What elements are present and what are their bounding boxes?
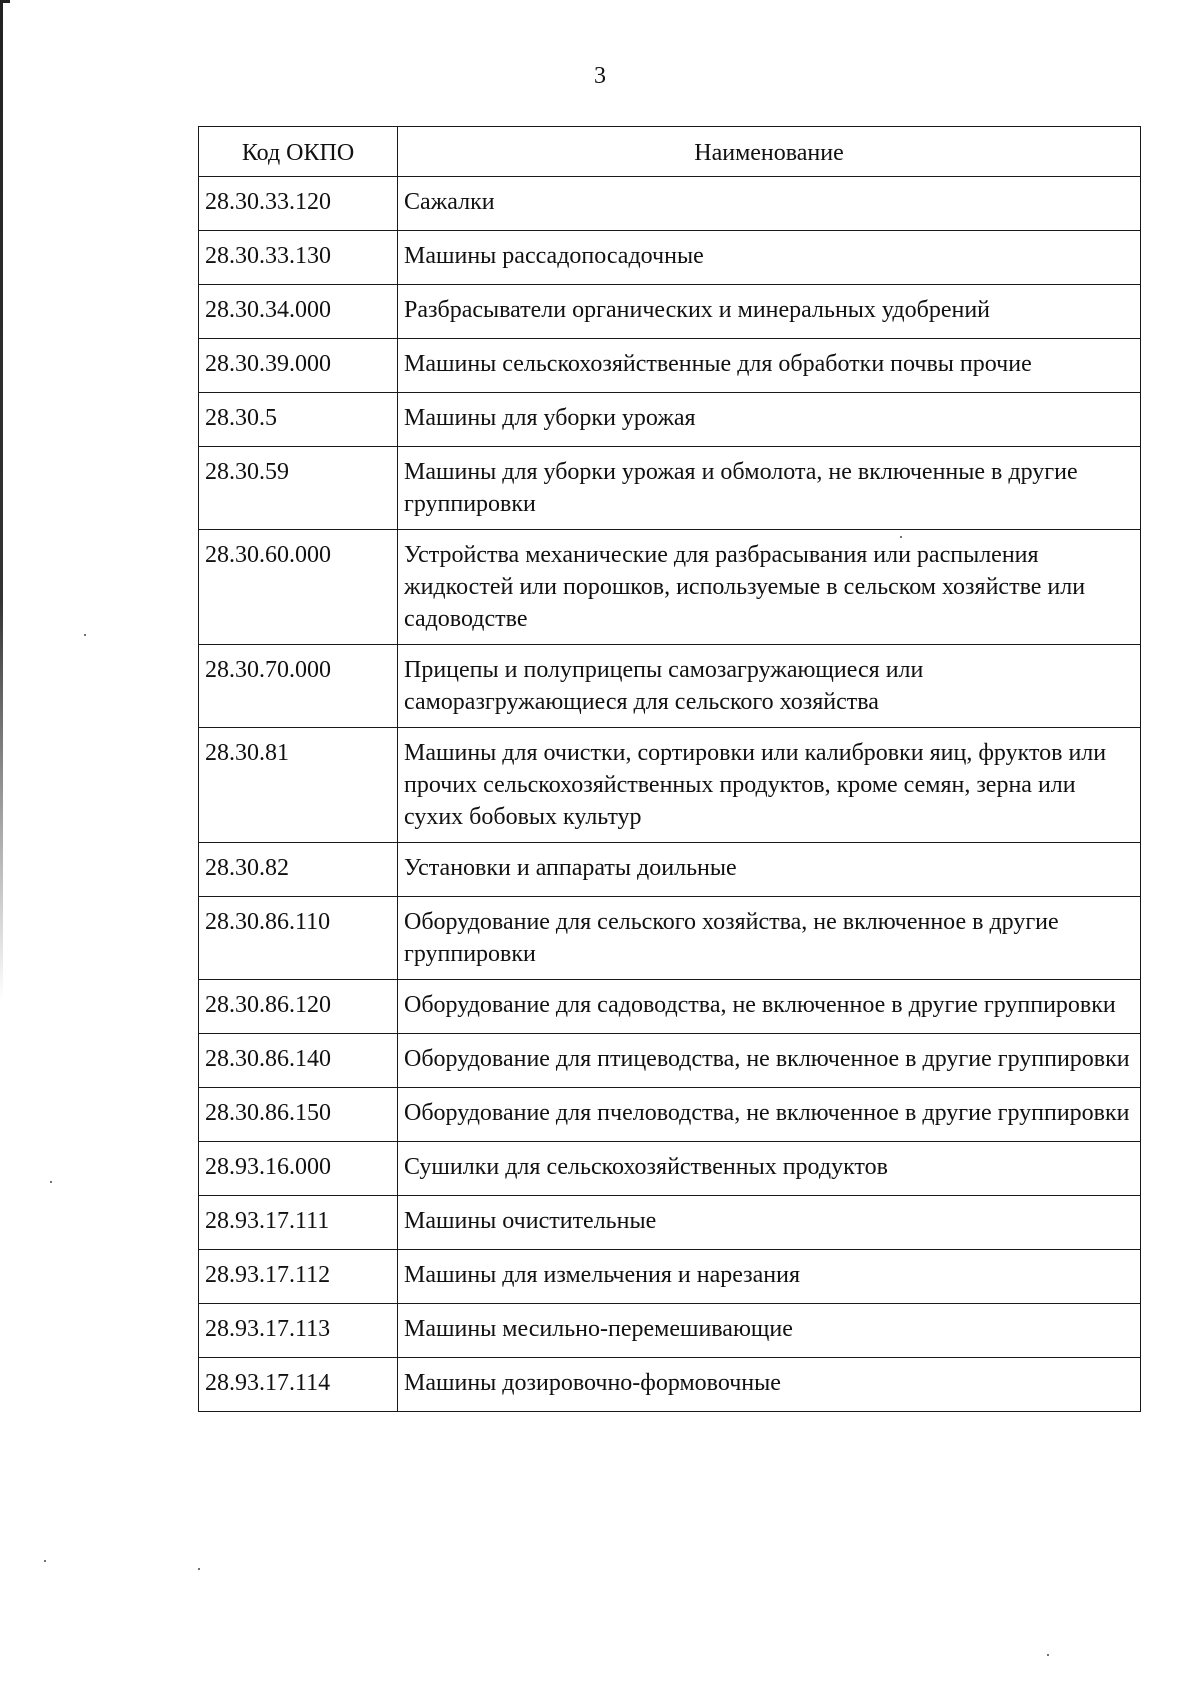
okpo-name-cell: Машины сельскохозяйственные для обработки почвы прочие — [398, 339, 1141, 393]
okpo-name-cell: Машины для уборки урожая — [398, 393, 1141, 447]
okpo-name-cell: Машины очистительные — [398, 1196, 1141, 1250]
table-row — [199, 1304, 1141, 1358]
okpo-code-cell: 28.30.86.120 — [199, 980, 398, 1034]
okpo-name-cell: Установки и аппараты доильные — [398, 843, 1141, 897]
okpo-name-cell: Оборудование для садоводства, не включенное в другие группировки — [398, 980, 1141, 1034]
table-row — [199, 1088, 1141, 1142]
okpo-name-cell: Оборудование для пчеловодства, не включенное в другие группировки — [398, 1088, 1141, 1142]
okpo-code-cell: 28.30.33.120 — [199, 177, 398, 231]
okpo-name-cell: Разбрасыватели органических и минеральных удобрений — [398, 285, 1141, 339]
scan-speck — [1047, 1654, 1049, 1656]
table-row — [199, 339, 1141, 393]
scan-speck — [44, 1560, 46, 1562]
scan-speck — [84, 634, 86, 636]
okpo-code-cell: 28.93.17.112 — [199, 1250, 398, 1304]
okpo-code-cell: 28.30.70.000 — [199, 645, 398, 728]
okpo-code-cell: 28.30.5 — [199, 393, 398, 447]
table-row — [199, 447, 1141, 530]
okpo-code-cell: 28.30.60.000 — [199, 530, 398, 645]
okpo-name-cell: Машины дозировочно-формовочные — [398, 1358, 1141, 1412]
okpo-code-cell: 28.30.81 — [199, 728, 398, 843]
okpo-name-cell: Прицепы и полуприцепы самозагружающиеся или саморазгружающиеся для сельского хозяйства — [398, 645, 1141, 728]
table-row — [199, 980, 1141, 1034]
table-row — [199, 177, 1141, 231]
okpo-code-cell: 28.30.86.140 — [199, 1034, 398, 1088]
okpo-name-cell: Сушилки для сельскохозяйственных продуктов — [398, 1142, 1141, 1196]
scan-speck — [50, 1181, 52, 1183]
header-code: Код ОКПО — [199, 127, 398, 177]
okpo-code-cell: 28.30.82 — [199, 843, 398, 897]
okpo-code-cell: 28.30.86.110 — [199, 897, 398, 980]
okpo-name-cell: Машины для измельчения и нарезания — [398, 1250, 1141, 1304]
okpo-name-cell: Машины для уборки урожая и обмолота, не включенные в другие группировки — [398, 447, 1141, 530]
okpo-code-cell: 28.93.17.114 — [199, 1358, 398, 1412]
scan-corner-mark — [0, 0, 10, 3]
table-row — [199, 231, 1141, 285]
okpo-code-cell: 28.30.33.130 — [199, 231, 398, 285]
okpo-code-cell: 28.30.34.000 — [199, 285, 398, 339]
okpo-name-cell: Машины рассадопосадочные — [398, 231, 1141, 285]
table-row — [199, 728, 1141, 843]
okpo-name-cell: Оборудование для сельского хозяйства, не включенное в другие группировки — [398, 897, 1141, 980]
okpo-code-cell: 28.93.16.000 — [199, 1142, 398, 1196]
table-row — [199, 530, 1141, 645]
okpo-name-cell: Сажалки — [398, 177, 1141, 231]
table-row — [199, 1358, 1141, 1412]
table-row — [199, 285, 1141, 339]
table-row — [199, 897, 1141, 980]
table-row — [199, 1196, 1141, 1250]
table-header-row — [199, 127, 1141, 177]
scan-speck — [198, 1568, 200, 1570]
okpo-name-cell: Оборудование для птицеводства, не включенное в другие группировки — [398, 1034, 1141, 1088]
header-name: Наименование — [398, 127, 1141, 177]
okpo-code-cell: 28.93.17.111 — [199, 1196, 398, 1250]
table-row — [199, 1142, 1141, 1196]
page-number: 3 — [594, 63, 606, 89]
okpo-code-cell: 28.30.86.150 — [199, 1088, 398, 1142]
okpo-code-cell: 28.30.59 — [199, 447, 398, 530]
okpo-table — [198, 126, 1141, 1412]
table-row — [199, 1250, 1141, 1304]
table-row — [199, 645, 1141, 728]
scan-edge-line — [0, 0, 3, 1000]
okpo-code-cell: 28.30.39.000 — [199, 339, 398, 393]
table-row — [199, 393, 1141, 447]
table-row — [199, 1034, 1141, 1088]
okpo-name-cell: Машины месильно-перемешивающие — [398, 1304, 1141, 1358]
okpo-name-cell: Устройства механические для разбрасывания или распыления жидкостей или порошков, используемые в сельском хозяйстве или садоводстве — [398, 530, 1141, 645]
okpo-code-cell: 28.93.17.113 — [199, 1304, 398, 1358]
table-row — [199, 843, 1141, 897]
okpo-name-cell: Машины для очистки, сортировки или калибровки яиц, фруктов или прочих сельскохозяйственных продуктов, кроме семян, зерна или сухих бобовых культур — [398, 728, 1141, 843]
scan-speck — [900, 536, 902, 538]
